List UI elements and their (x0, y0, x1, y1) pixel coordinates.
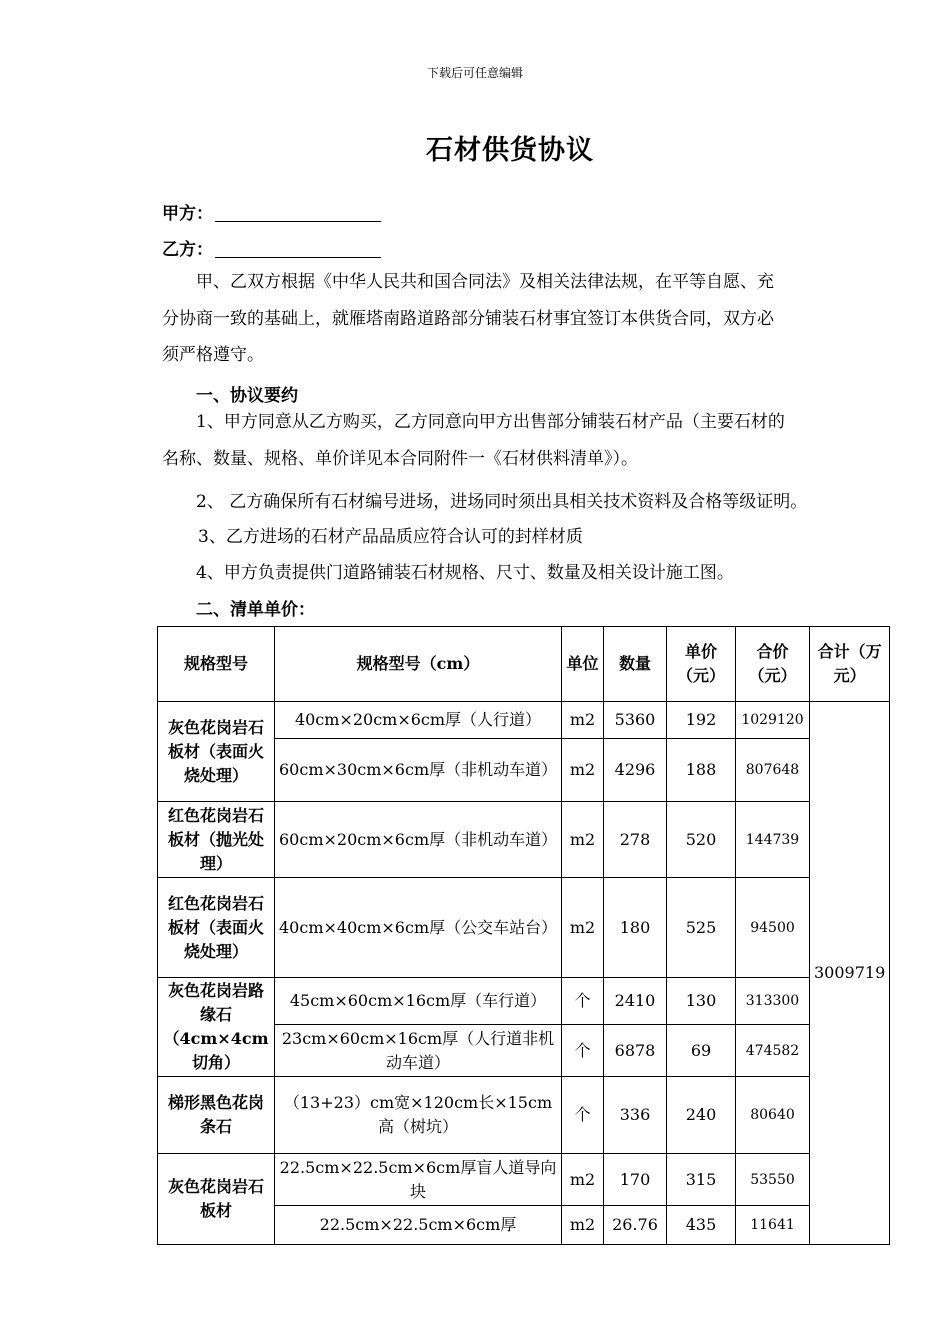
cell-name: 红色花岗岩石板材（抛光处理） (158, 802, 275, 878)
cell-price: 525 (667, 878, 736, 978)
cell-qty: 336 (604, 1077, 667, 1154)
table-row (158, 978, 890, 1025)
intro-line: 须严格遵守。 (162, 345, 264, 365)
table-row (158, 1154, 890, 1206)
clause-1-line: 1、甲方同意从乙方购买，乙方同意向甲方出售部分铺装石材产品（主要石材的 (196, 412, 785, 432)
document-title: 石材供货协议 (426, 135, 594, 166)
cell-spec: 40cm×40cm×6cm厚（公交车站台） (275, 878, 562, 978)
cell-unit: m2 (562, 802, 604, 878)
cell-qty: 278 (604, 802, 667, 878)
cell-spec: 40cm×20cm×6cm厚（人行道） (275, 702, 562, 739)
header-note: 下载后可任意编辑 (426, 66, 523, 80)
clause-3: 3、乙方进场的石材产品品质应符合认可的封样材质 (198, 527, 583, 547)
cell-price: 435 (667, 1206, 736, 1245)
cell-spec: 23cm×60cm×16cm厚（人行道非机动车道） (275, 1025, 562, 1077)
table-row (158, 702, 890, 739)
party-b-line (162, 235, 381, 260)
cell-price: 130 (667, 978, 736, 1025)
section-2-title: 二、清单单价： (196, 600, 315, 620)
cell-price: 69 (667, 1025, 736, 1077)
cell-unit: m2 (562, 702, 604, 739)
cell-unit: m2 (562, 1154, 604, 1206)
cell-spec: 60cm×20cm×6cm厚（非机动车道） (275, 802, 562, 878)
cell-qty: 26.76 (604, 1206, 667, 1245)
cell-name: 灰色花岗岩石板材 (158, 1154, 275, 1245)
cell-amount: 11641 (736, 1206, 810, 1245)
intro-line: 甲、乙双方根据《中华人民共和国合同法》及相关法律法规，在平等自愿、充 (196, 272, 774, 292)
clause-1 (162, 404, 862, 477)
header-amount: 合价（元） (736, 627, 810, 702)
cell-spec: 45cm×60cm×16cm厚（车行道） (275, 978, 562, 1025)
cell-spec: 60cm×30cm×6cm厚（非机动车道） (275, 739, 562, 802)
cell-amount: 807648 (736, 739, 810, 802)
header-spec: 规格型号（cm） (275, 627, 562, 702)
cell-amount: 474582 (736, 1025, 810, 1077)
cell-total: 3009719 (810, 702, 890, 1245)
cell-name: 灰色花岗岩石板材（表面火烧处理） (158, 702, 275, 802)
header-total: 合计（万元） (810, 627, 890, 702)
party-b-blank (215, 239, 381, 258)
table-header-row (158, 627, 890, 702)
party-b-label: 乙方： (162, 240, 213, 260)
cell-unit: 个 (562, 978, 604, 1025)
cell-qty: 2410 (604, 978, 667, 1025)
cell-amount: 144739 (736, 802, 810, 878)
party-a-label: 甲方： (162, 204, 213, 224)
cell-spec: （13+23）cm宽×120cm长×15cm高（树坑） (275, 1077, 562, 1154)
header-qty: 数量 (604, 627, 667, 702)
cell-unit: m2 (562, 1206, 604, 1245)
cell-unit: 个 (562, 1077, 604, 1154)
cell-price: 188 (667, 739, 736, 802)
cell-qty: 5360 (604, 702, 667, 739)
cell-name: 红色花岗岩石板材（表面火烧处理） (158, 878, 275, 978)
table-row (158, 1077, 890, 1154)
cell-unit: 个 (562, 1025, 604, 1077)
price-table (157, 626, 890, 1245)
cell-price: 520 (667, 802, 736, 878)
intro-line: 分协商一致的基础上，就雁塔南路道路部分铺装石材事宜签订本供货合同，双方必 (162, 308, 774, 329)
cell-unit: m2 (562, 739, 604, 802)
cell-qty: 180 (604, 878, 667, 978)
cell-qty: 170 (604, 1154, 667, 1206)
cell-amount: 94500 (736, 878, 810, 978)
cell-name: 灰色花岗岩路缘石（4cm×4cm切角） (158, 978, 275, 1077)
table-row (158, 878, 890, 978)
cell-amount: 80640 (736, 1077, 810, 1154)
clause-2: 2、 乙方确保所有石材编号进场，进场同时须出具相关技术资料及合格等级证明。 (196, 492, 808, 512)
cell-price: 315 (667, 1154, 736, 1206)
cell-price: 192 (667, 702, 736, 739)
party-a-line (162, 199, 381, 224)
cell-amount: 53550 (736, 1154, 810, 1206)
clause-4: 4、甲方负责提供门道路铺装石材规格、尺寸、数量及相关设计施工图。 (196, 563, 734, 583)
cell-amount: 1029120 (736, 702, 810, 739)
intro-paragraph (162, 264, 862, 374)
table-row (158, 802, 890, 878)
section-1-title: 一、协议要约 (196, 386, 298, 406)
header-price: 单价（元） (667, 627, 736, 702)
cell-qty: 4296 (604, 739, 667, 802)
cell-qty: 6878 (604, 1025, 667, 1077)
cell-price: 240 (667, 1077, 736, 1154)
cell-spec: 22.5cm×22.5cm×6cm厚 (275, 1206, 562, 1245)
cell-name: 梯形黑色花岗条石 (158, 1077, 275, 1154)
cell-unit: m2 (562, 878, 604, 978)
party-a-blank (215, 203, 381, 222)
header-unit: 单位 (562, 627, 604, 702)
cell-spec: 22.5cm×22.5cm×6cm厚盲人道导向块 (275, 1154, 562, 1206)
cell-amount: 313300 (736, 978, 810, 1025)
header-name: 规格型号 (158, 627, 275, 702)
clause-1-line: 名称、数量、规格、单价详见本合同附件一《石材供料清单》）。 (162, 448, 638, 469)
